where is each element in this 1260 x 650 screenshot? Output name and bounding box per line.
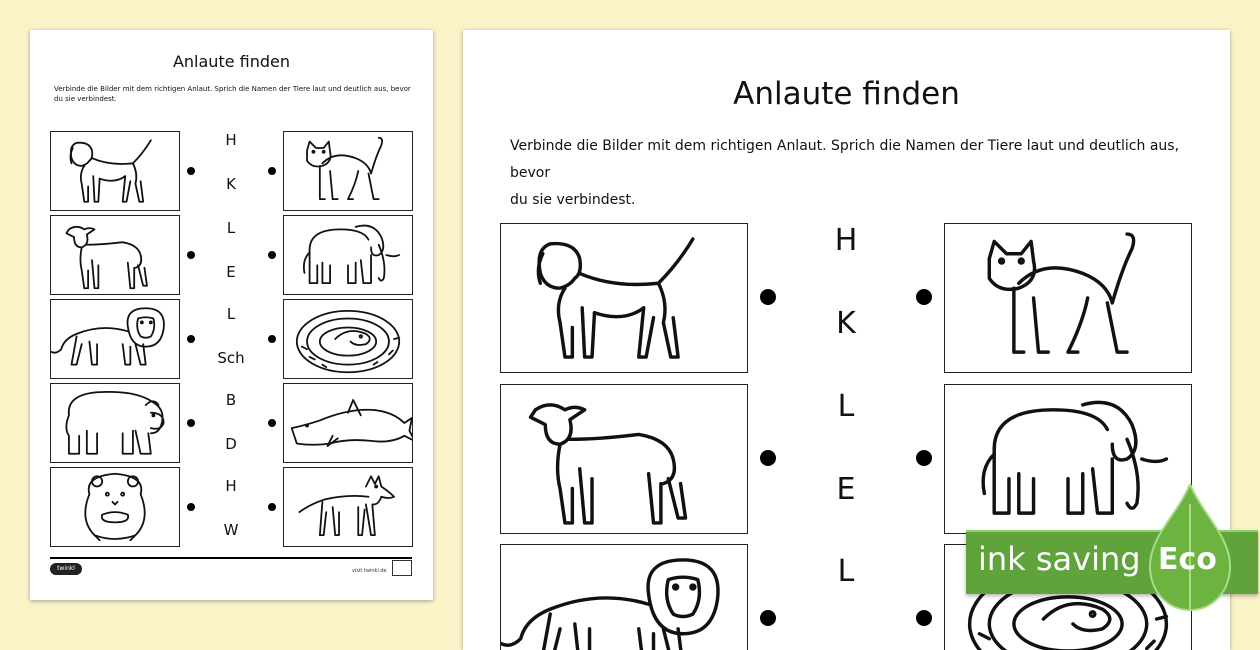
- picture-box-lion: [500, 544, 748, 650]
- elephant-icon: [284, 216, 412, 294]
- dolphin-icon: [284, 384, 412, 462]
- picture-box-lion: [50, 299, 180, 379]
- letter-label: K: [836, 306, 856, 341]
- letter-label: Sch: [217, 349, 245, 367]
- connect-dot[interactable]: [916, 289, 932, 305]
- page-title: Anlaute finden: [733, 76, 960, 112]
- picture-box-snake: [283, 299, 413, 379]
- picture-box-dolphin: [283, 383, 413, 463]
- instructions-line-2: du sie verbindest.: [54, 95, 117, 103]
- connect-dot[interactable]: [187, 335, 195, 343]
- ink-saving-label: ink saving: [978, 540, 1141, 578]
- lion-icon: [51, 300, 179, 378]
- letter-label: W: [223, 521, 239, 539]
- connect-dot[interactable]: [187, 419, 195, 427]
- bear-icon: [51, 384, 179, 462]
- footer-rule: [50, 557, 412, 559]
- instructions-line-1: Verbinde die Bilder mit dem richtigen Anlaut. Sprich die Namen der Tiere laut und deutlich aus, bevor: [510, 138, 1180, 181]
- picture-box-cat: [283, 131, 413, 211]
- picture-box-hamster: [50, 467, 180, 547]
- connect-dot[interactable]: [916, 610, 932, 626]
- picture-box-wolf: [283, 467, 413, 547]
- letter-label: D: [225, 435, 237, 453]
- connect-dot[interactable]: [187, 251, 195, 259]
- picture-box-lamb: [500, 384, 748, 534]
- letter-label: L: [837, 389, 855, 424]
- lion-icon: [501, 545, 747, 650]
- connect-dot[interactable]: [760, 610, 776, 626]
- dog-icon: [501, 224, 747, 372]
- letter-label: L: [226, 219, 236, 237]
- connect-dot[interactable]: [268, 167, 276, 175]
- worksheet-preview-small: [30, 30, 433, 600]
- letter-label: L: [226, 305, 236, 323]
- snake-icon: [284, 300, 412, 378]
- page-title: Anlaute finden: [172, 52, 291, 71]
- letter-label: H: [834, 223, 858, 258]
- cat-icon: [945, 224, 1191, 372]
- lamb-icon: [51, 216, 179, 294]
- connect-dot[interactable]: [187, 167, 195, 175]
- footer-url: visit twinkl.de: [352, 568, 387, 574]
- letter-label: H: [225, 131, 237, 149]
- letter-label: B: [225, 391, 237, 409]
- instructions-line-1: Verbinde die Bilder mit dem richtigen Anlaut. Sprich die Namen der Tiere laut und deutlich aus, bevor: [54, 85, 411, 93]
- wolf-icon: [284, 468, 412, 546]
- cat-icon: [284, 132, 412, 210]
- letter-label: H: [225, 477, 237, 495]
- picture-box-elephant: [283, 215, 413, 295]
- letter-label: E: [226, 263, 236, 281]
- quality-stamp-icon: [392, 560, 412, 576]
- connect-dot[interactable]: [268, 335, 276, 343]
- picture-box-dog: [500, 223, 748, 373]
- eco-label: Eco: [1158, 542, 1217, 577]
- instructions: [54, 84, 414, 104]
- twinkl-logo: twinkl: [50, 563, 82, 575]
- picture-box-lamb: [50, 215, 180, 295]
- instructions: [510, 133, 1210, 214]
- connect-dot[interactable]: [760, 289, 776, 305]
- letter-label: E: [836, 472, 856, 507]
- picture-box-dog: [50, 131, 180, 211]
- connect-dot[interactable]: [760, 450, 776, 466]
- instructions-line-2: du sie verbindest.: [510, 192, 636, 208]
- connect-dot[interactable]: [916, 450, 932, 466]
- connect-dot[interactable]: [268, 251, 276, 259]
- dog-icon: [51, 132, 179, 210]
- picture-box-cat: [944, 223, 1192, 373]
- letter-label: L: [837, 554, 855, 589]
- connect-dot[interactable]: [268, 419, 276, 427]
- connect-dot[interactable]: [268, 503, 276, 511]
- letter-label: K: [226, 175, 236, 193]
- lamb-icon: [501, 385, 747, 533]
- connect-dot[interactable]: [187, 503, 195, 511]
- hamster-icon: [51, 468, 179, 546]
- picture-box-bear: [50, 383, 180, 463]
